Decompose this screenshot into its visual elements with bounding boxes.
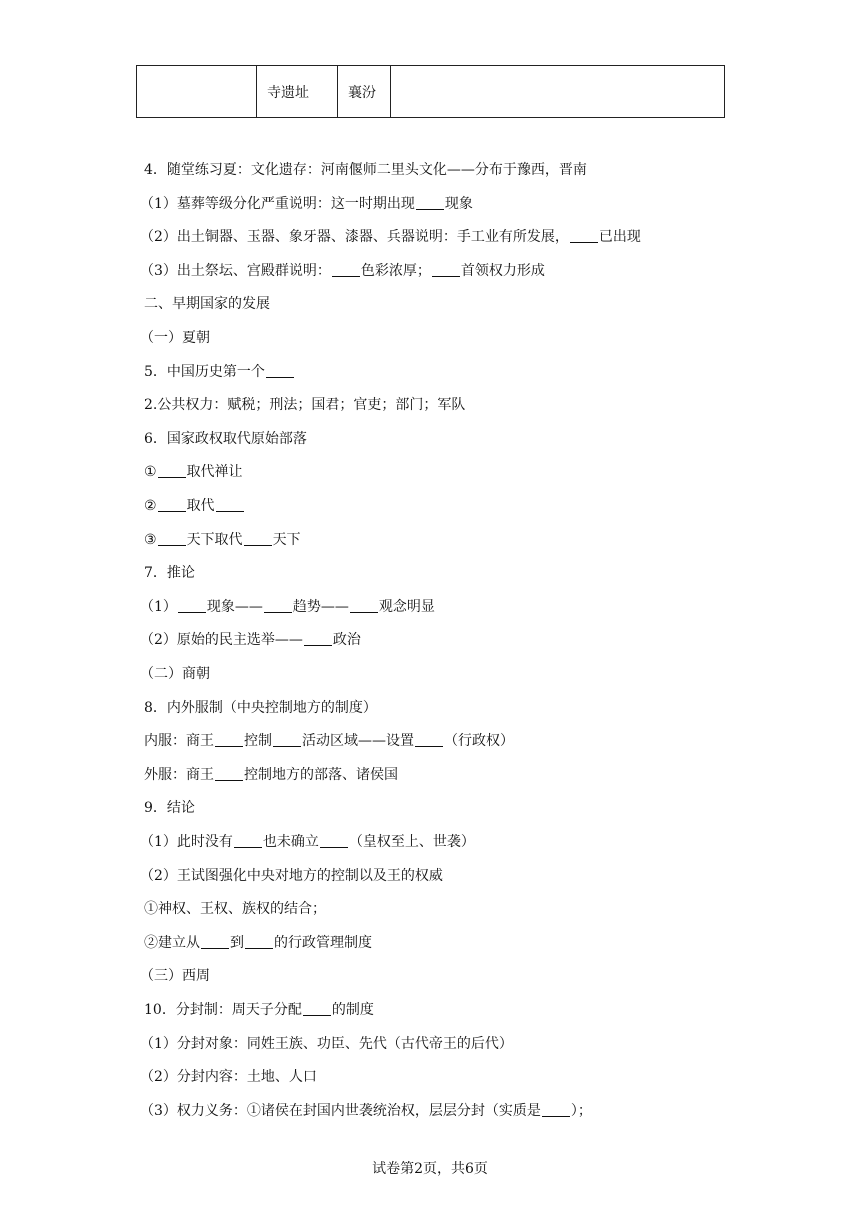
line-text: 控制 (244, 733, 272, 749)
line-q8-1 (144, 731, 514, 751)
line-sub2 (140, 664, 210, 684)
line-text: （皇权至上、世袭） (348, 834, 475, 850)
answer-blank[interactable] (303, 1001, 331, 1016)
table-cell (391, 66, 725, 118)
line-text: 到 (230, 935, 244, 951)
line-text: ① (144, 464, 157, 480)
line-q8 (144, 698, 377, 718)
table-cell: 襄汾 (338, 66, 391, 118)
line-text: 天下取代 (186, 532, 243, 548)
line-text: 取代 (186, 498, 215, 514)
line-text: 色彩浓厚； (360, 263, 431, 279)
line-text: 政治 (332, 632, 361, 648)
line-text: （1）此时没有 (140, 834, 233, 850)
line-q6-1 (144, 462, 243, 482)
line-text: 10．分封制：周天子分配 (144, 1002, 302, 1018)
line-q10 (144, 1000, 374, 1020)
line-q7 (144, 563, 195, 583)
answer-blank[interactable] (542, 1102, 570, 1117)
line-text: ② (144, 498, 157, 514)
line-q10-3 (140, 1101, 592, 1121)
line-q5 (144, 362, 295, 382)
line-sec2 (144, 294, 270, 314)
line-sub3 (140, 966, 210, 986)
answer-blank[interactable] (350, 598, 378, 613)
answer-blank[interactable] (245, 934, 273, 949)
line-q4-1 (140, 194, 473, 214)
line-text: ③ (144, 532, 157, 548)
line-text: 的行政管理制度 (274, 935, 372, 951)
answer-blank[interactable] (244, 531, 272, 546)
answer-blank[interactable] (178, 598, 206, 613)
table-row (137, 66, 725, 118)
line-text: 天下 (272, 532, 301, 548)
line-q7-1 (140, 597, 435, 617)
line-text: 首领权力形成 (460, 263, 545, 279)
line-text: 8．内外服制（中央控制地方的制度） (144, 700, 377, 716)
line-text: 4．随堂练习夏：文化遗存：河南偃师二里头文化——分布于豫西，晋南 (144, 162, 587, 178)
line-text: 趋势—— (292, 599, 349, 615)
table-fragment (136, 65, 725, 118)
table-cell: 寺遗址 (257, 66, 338, 118)
line-q4 (144, 160, 587, 180)
line-text: （2）出土铜器、玉器、象牙器、漆器、兵器说明：手工业有所发展， (140, 229, 569, 245)
line-q9-1 (140, 832, 475, 852)
line-text: 控制地方的部落、诸侯国 (244, 767, 398, 783)
line-text: （1）墓葬等级分化严重说明：这一时期出现 (140, 196, 415, 212)
line-q9 (144, 798, 195, 818)
line-text: 内服：商王 (144, 733, 214, 749)
line-text: （1）分封对象：同姓王族、功臣、先代（古代帝王的后代） (140, 1036, 513, 1052)
answer-blank[interactable] (416, 195, 444, 210)
line-text: 5．中国历史第一个 (144, 364, 265, 380)
line-text: 观念明显 (378, 599, 435, 615)
line-text: （2）分封内容：土地、人口 (140, 1069, 317, 1085)
line-text: 的制度 (331, 1002, 374, 1018)
answer-blank[interactable] (215, 732, 243, 747)
line-text: 现象—— (206, 599, 263, 615)
line-q9-2a (144, 899, 326, 919)
line-text: ）； (570, 1103, 592, 1119)
line-q6 (144, 429, 307, 449)
answer-blank[interactable] (215, 766, 243, 781)
line-text: 现象 (444, 196, 473, 212)
line-text: ②建立从 (144, 935, 200, 951)
answer-blank[interactable] (201, 934, 229, 949)
line-text: （行政权） (444, 733, 514, 749)
line-q9-2 (140, 866, 443, 886)
line-text: （3）权力义务：①诸侯在封国内世袭统治权，层层分封（实质是 (140, 1103, 541, 1119)
line-q6-2 (144, 496, 245, 516)
answer-blank[interactable] (264, 598, 292, 613)
line-text: ①神权、王权、族权的结合； (144, 901, 326, 917)
answer-blank[interactable] (332, 262, 360, 277)
line-q6-3 (144, 530, 301, 550)
continued-table (136, 65, 725, 118)
line-text: 二、早期国家的发展 (144, 296, 270, 312)
line-q5b (144, 395, 465, 415)
answer-blank[interactable] (415, 732, 443, 747)
answer-blank[interactable] (432, 262, 460, 277)
line-text: 6．国家政权取代原始部落 (144, 431, 307, 447)
line-text: （2）王试图强化中央对地方的控制以及王的权威 (140, 868, 443, 884)
answer-blank[interactable] (158, 531, 186, 546)
line-sub1 (140, 328, 210, 348)
line-text: （三）西周 (140, 968, 210, 984)
page-footer: 试卷第2页，共6页 (372, 1161, 488, 1177)
line-q9-2b (144, 933, 372, 953)
line-text: 已出现 (598, 229, 641, 245)
answer-blank[interactable] (216, 497, 244, 512)
line-q10-1 (140, 1034, 513, 1054)
line-text: （1） (140, 599, 177, 615)
answer-blank[interactable] (158, 463, 186, 478)
answer-blank[interactable] (320, 833, 348, 848)
line-text: 7．推论 (144, 565, 195, 581)
line-text: （3）出土祭坛、宫殿群说明： (140, 263, 331, 279)
line-text: （2）原始的民主选举—— (140, 632, 303, 648)
answer-blank[interactable] (234, 833, 262, 848)
answer-blank[interactable] (273, 732, 301, 747)
line-text: 9．结论 (144, 800, 195, 816)
answer-blank[interactable] (158, 497, 186, 512)
line-q4-3 (140, 261, 545, 281)
answer-blank[interactable] (570, 228, 598, 243)
line-text: 取代禅让 (186, 464, 243, 480)
line-q10-2 (140, 1067, 317, 1087)
line-q4-2 (140, 227, 641, 247)
line-text: 也未确立 (262, 834, 319, 850)
line-text: （一）夏朝 (140, 330, 210, 346)
line-text: 2.公共权力：赋税；刑法；国君；官吏；部门；军队 (144, 397, 466, 413)
line-q7-2 (140, 630, 361, 650)
answer-blank[interactable] (266, 363, 294, 378)
table-cell (137, 66, 257, 118)
line-text: 外服：商王 (144, 767, 214, 783)
answer-blank[interactable] (304, 631, 332, 646)
line-text: （二）商朝 (140, 666, 210, 682)
line-text: 活动区域——设置 (302, 733, 414, 749)
line-q8-2 (144, 765, 398, 785)
